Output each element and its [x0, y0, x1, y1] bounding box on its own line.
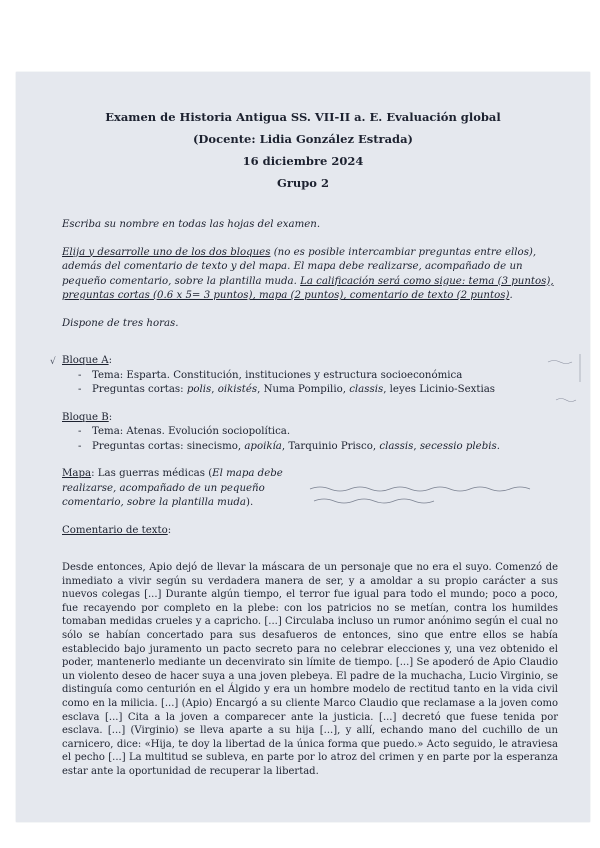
comentario-heading: Comentario de texto [62, 524, 168, 536]
sep: , [342, 384, 350, 395]
bloque-b-tema: - Tema: Atenas. Evolución sociopolítica. [78, 425, 558, 440]
instruction-time: Dispone de tres horas. [62, 317, 179, 329]
mapa-line [62, 467, 312, 511]
bloque-b-heading: Bloque B [62, 411, 109, 423]
bloque-b-q5: secessio plebis [419, 440, 497, 452]
bloque-b [62, 411, 558, 455]
bloque-a-preguntas-prefix: Preguntas cortas: [92, 384, 187, 395]
handwritten-annotation-icon [308, 483, 558, 509]
instruction-choose-rest: (no es posible intercambiar preguntas entre ellos), además del comentario de texto y del mapa. El mapa debe realizarse, acompañado de un pequeño comentario, sobre la plantilla muda. [62, 246, 537, 287]
mapa-close: ). [246, 497, 254, 508]
bloque-b-q2: apoikía [244, 440, 282, 452]
comentario-passage: Desde entonces, Apio dejó de llevar la máscara de un personaje que no era el suyo. Comenzó de inmediato a vivir según su verdadera manera de ser, y a amoldar a su propio carácter a sus nuevos colegas [...] Durante algún tiempo, el terror fue igual para todo el mundo; poco a poco, fue recayendo por completo en la plebe: con los patricios no se metían, contra los humildes tomaban medidas crueles y a capricho. [...] Circulaba incluso un rumor anónimo según el cual no sólo se habían concertado para sus desafueros de entonces, sino que entre ellos se había establecido bajo juramento un pacto secreto para no celebrar elecciones y, una vez obtenido el poder, mantenerlo mediante un decenvirato sin límite de tiempo. [...] Se apoderó de Apio Claudio un violento deseo de hacer suya a una joven plebeya. El padre de la muchacha, Lucio Virginio, se distinguía como centurión en el Álgido y era un hombre modelo de rectitud tanto en la vida civil como en la milicia. [...] (Apio) Encargó a su cliente Marco Claudio que reclamase a la joven como esclava [...] Cita a la joven a comparecer ante la justicia. [...] decretó que fuese tenida por esclava. [...] (Virginio) se lleva aparte a su hija [...], y allí, echando mano del cuchillo de un carnicero, dice: «Hija, te doy la libertad de la única forma que puedo.» Acto seguido, le atraviesa el pecho [...] La multitud se subleva, en parte por lo atroz del crimen y en parte por la esperanza estar ante la oportunidad de recuperar la libertad. [62, 562, 558, 777]
instruction-grading: La calificación será como sigue: tema (3 puntos), preguntas cortas (0.6 x 5= 3 puntos), mapa (2 puntos), comentario de texto (2 puntos) [62, 275, 554, 301]
bloque-a-tema: - Tema: Esparta. Constitución, instituciones y estructura socioeconómica [78, 369, 558, 384]
bloque-a-q2: oikistés [217, 384, 258, 395]
sep: , [383, 384, 390, 395]
bloque-b-q1: sinecismo [186, 440, 238, 452]
mapa-note: El mapa debe realizarse, acompañado de un pequeño comentario, sobre la plantilla muda [62, 468, 283, 508]
bloque-b-preguntas-prefix: Preguntas cortas: [92, 440, 187, 452]
bloque-b-q3: Tarquinio Prisco [288, 440, 373, 452]
sep: , [372, 440, 380, 452]
bloque-b-heading-line [62, 411, 558, 426]
sep: , [257, 384, 264, 395]
bloque-a-heading: Bloque A [62, 355, 109, 366]
mapa-text: : Las guerras médicas ( [91, 468, 213, 479]
mapa-section [62, 467, 558, 511]
exam-sheet [16, 72, 590, 822]
bloque-a-colon: : [108, 355, 113, 366]
margin-scribble-icon [546, 352, 586, 412]
bloque-b-list [62, 425, 558, 454]
bloque-b-end: . [496, 440, 500, 452]
instruction-choose [62, 246, 558, 304]
sep: , [211, 384, 218, 395]
comentario-heading-line [62, 524, 558, 539]
bloque-b-q4: classis [379, 440, 414, 452]
sep: , [237, 440, 245, 452]
bloque-a-q5: leyes Licinio-Sextias [389, 384, 495, 395]
instruction-grading-end: . [509, 290, 513, 301]
bloque-b-colon: : [108, 411, 113, 423]
bloque-a-q3: Numa Pompilio [263, 384, 343, 395]
bloque-a-preguntas [78, 383, 558, 398]
comentario-colon: : [167, 524, 172, 536]
bloque-a-q4: classis [349, 384, 384, 395]
instruction-name: Escriba su nombre en todas las hojas del examen. [62, 219, 321, 230]
exam-header [16, 106, 590, 194]
bloque-a-list [62, 369, 558, 398]
bloque-a-q1: polis [186, 384, 212, 395]
group-label: Grupo 2 [277, 176, 329, 190]
bloque-a [50, 354, 558, 398]
teacher-line: (Docente: Lidia González Estrada) [192, 132, 413, 146]
check-mark-icon: √ [50, 357, 56, 367]
bloque-a-heading-line [62, 354, 558, 369]
mapa-label: Mapa [62, 468, 92, 479]
exam-body [50, 218, 558, 779]
instruction-choose-underlined: Elija y desarrolle uno de los dos bloques [62, 246, 271, 258]
sep: , [413, 440, 420, 452]
sep: , [281, 440, 289, 452]
exam-title: Examen de Historia Antigua SS. VII-II a. E. Evaluación global [105, 110, 501, 124]
bloque-b-preguntas [78, 440, 558, 455]
exam-date: 16 diciembre 2024 [242, 154, 364, 168]
